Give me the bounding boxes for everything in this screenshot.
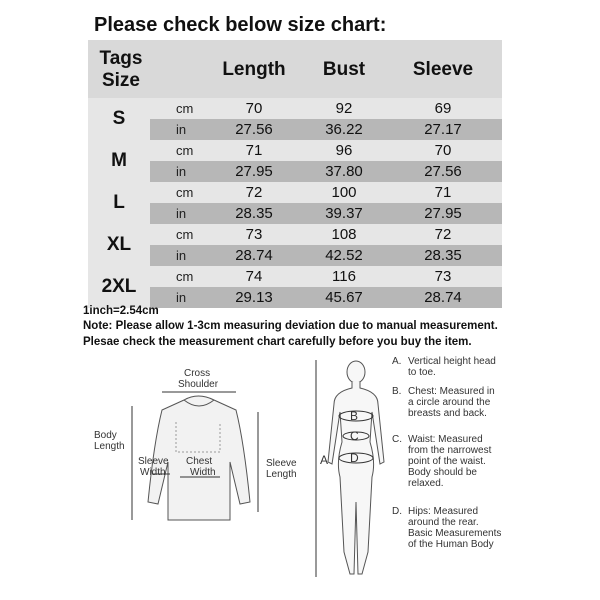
- legend-line: point of the waist.: [408, 456, 486, 467]
- cell-length: 72: [245, 184, 263, 201]
- unit-label: in: [176, 122, 187, 137]
- table-header-row: [88, 40, 502, 98]
- unit-label: in: [176, 206, 187, 221]
- cell-sleeve: 28.74: [424, 289, 462, 306]
- cell-sleeve: 71: [434, 184, 452, 201]
- header-length: Length: [222, 59, 286, 80]
- legend-line: Chest: Measured in: [408, 386, 495, 397]
- sleeve-length-label: Sleeve Length: [266, 458, 297, 480]
- cell-bust: 36.22: [325, 121, 363, 138]
- table-row: [88, 203, 502, 224]
- legend-letter: D.: [392, 506, 402, 517]
- table-row: [88, 224, 502, 245]
- legend-line: to toe.: [408, 367, 436, 378]
- legend-line: breasts and back.: [408, 408, 487, 419]
- cell-bust: 37.80: [325, 163, 363, 180]
- unit-label: cm: [176, 227, 194, 242]
- legend-line: Basic Measurements: [408, 528, 502, 539]
- cell-bust: 116: [332, 268, 356, 285]
- cell-sleeve: 70: [434, 142, 452, 159]
- header-sleeve: Sleeve: [412, 59, 474, 80]
- size-label: M: [111, 150, 127, 171]
- legend-line: relaxed.: [408, 478, 444, 489]
- cell-length: 27.56: [235, 121, 273, 138]
- measurement-illustration: [80, 352, 520, 592]
- cell-bust: 92: [335, 100, 353, 117]
- table-row: [88, 140, 502, 161]
- figure-label-c: C: [350, 429, 359, 443]
- unit-label: cm: [176, 269, 194, 284]
- cell-length: 28.35: [235, 205, 273, 222]
- body-figure: [316, 360, 384, 577]
- size-chart-table: [88, 40, 502, 306]
- cell-length: 27.95: [235, 163, 273, 180]
- cell-bust: 96: [335, 142, 353, 159]
- sleeve-width-label: Sleeve Width: [138, 456, 169, 478]
- header-bust: Bust: [322, 59, 366, 80]
- unit-label: cm: [176, 185, 194, 200]
- cell-bust: 108: [331, 226, 357, 243]
- check-note: Plesae check the measurement chart carefully before you buy the item.: [83, 336, 472, 348]
- cell-sleeve: 72: [434, 226, 452, 243]
- body-length-label: Body Length: [94, 430, 125, 452]
- unit-label: in: [176, 290, 187, 305]
- legend-letter: C.: [392, 434, 402, 445]
- legend-line: Hips: Measured: [408, 506, 479, 517]
- table-row: [88, 119, 502, 140]
- unit-label: in: [176, 248, 187, 263]
- cell-sleeve: 27.95: [424, 205, 462, 222]
- chest-width-label: Chest Width: [186, 456, 216, 478]
- cell-bust: 42.52: [325, 247, 363, 264]
- cell-length: 73: [245, 226, 263, 243]
- deviation-note: Note: Please allow 1-3cm measuring deviation due to manual measurement.: [83, 320, 498, 332]
- legend-letter: A.: [392, 356, 402, 367]
- header-tags-size: Tags Size: [99, 48, 143, 91]
- cell-sleeve: 73: [434, 268, 452, 285]
- cross-shoulder-label-line1: Cross: [184, 368, 211, 379]
- measurement-legend: [392, 356, 501, 550]
- cell-bust: 39.37: [325, 205, 363, 222]
- figure-label-b: B: [350, 409, 359, 423]
- size-label: S: [112, 108, 126, 129]
- unit-label: cm: [176, 101, 194, 116]
- unit-label: in: [176, 164, 187, 179]
- legend-line: a circle around the: [408, 397, 491, 408]
- cell-length: 28.74: [235, 247, 273, 264]
- table-row: [88, 182, 502, 203]
- cell-bust: 100: [331, 184, 357, 201]
- table-row: [88, 98, 502, 119]
- figure-label-d: D: [350, 451, 359, 465]
- unit-label: cm: [176, 143, 194, 158]
- figure-label-a: A: [320, 453, 329, 467]
- cell-sleeve: 27.17: [424, 121, 462, 138]
- legend-line: from the narrowest: [408, 445, 492, 456]
- legend-line: of the Human Body: [408, 539, 494, 550]
- table-row: [88, 245, 502, 266]
- cell-sleeve: 28.35: [424, 247, 462, 264]
- cell-length: 71: [245, 142, 263, 159]
- table-row: [88, 161, 502, 182]
- legend-line: Waist: Measured: [408, 434, 483, 445]
- cell-bust: 45.67: [325, 289, 363, 306]
- cell-sleeve: 27.56: [424, 163, 462, 180]
- cell-sleeve: 69: [434, 100, 452, 117]
- size-label: L: [113, 192, 125, 213]
- legend-line: around the rear.: [408, 517, 479, 528]
- page-title: Please check below size chart:: [94, 14, 387, 36]
- cell-length: 70: [245, 100, 263, 117]
- size-label: XL: [106, 234, 132, 255]
- cell-length: 29.13: [235, 289, 273, 306]
- table-row: [88, 266, 502, 287]
- legend-line: Body should be: [408, 467, 477, 478]
- cross-shoulder-label: Cross Shoulder: [178, 368, 219, 390]
- legend-line: Vertical height head: [408, 356, 496, 367]
- conversion-note: 1inch=2.54cm: [83, 305, 159, 317]
- figure-head: [347, 361, 365, 383]
- cell-length: 74: [245, 268, 263, 285]
- size-label: 2XL: [101, 276, 137, 297]
- legend-letter: B.: [392, 386, 402, 397]
